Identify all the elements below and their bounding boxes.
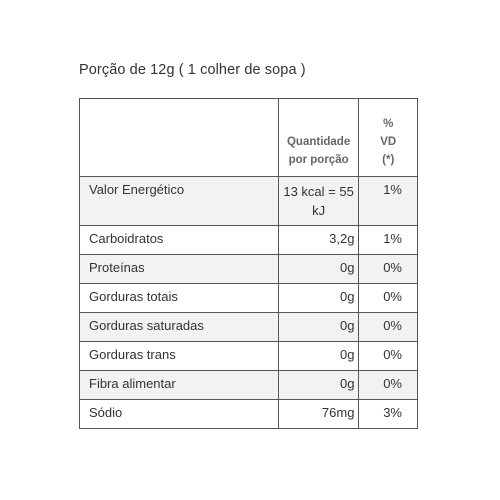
nutrient-name: Valor Energético [80,177,279,226]
nutrient-quantity: 0g [278,313,359,342]
header-daily-value-cell [359,99,418,177]
nutrient-daily-value: 0% [359,255,418,284]
header-nutrient-cell [80,99,279,177]
nutrient-quantity: 0g [278,284,359,313]
nutrient-daily-value: 0% [359,371,418,400]
nutrient-quantity: 3,2g [278,226,359,255]
header-vd-label: VD [380,136,397,148]
nutrient-daily-value: 1% [359,226,418,255]
table-row [80,371,418,400]
nutrient-quantity: 0g [278,255,359,284]
nutrient-daily-value: 0% [359,313,418,342]
header-percent-label: % [383,118,394,130]
nutrient-quantity: 0g [278,371,359,400]
table-row [80,255,418,284]
table-row [80,226,418,255]
nutrient-daily-value: 3% [359,400,418,429]
nutrient-daily-value: 1% [359,177,418,226]
nutrient-name: Fibra alimentar [80,371,279,400]
table-row [80,177,418,226]
nutrient-name: Gorduras trans [80,342,279,371]
nutrition-facts-table [79,98,418,429]
table-header-row [80,99,418,177]
nutrient-name: Proteínas [80,255,279,284]
nutrient-name: Gorduras saturadas [80,313,279,342]
table-row [80,400,418,429]
nutrient-daily-value: 0% [359,342,418,371]
header-footnote-label: (*) [382,154,395,166]
table-row [80,284,418,313]
nutrient-daily-value: 0% [359,284,418,313]
header-quantity-cell [278,99,359,177]
nutrient-quantity: 76mg [278,400,359,429]
nutrient-quantity: 13 kcal = 55 kJ [278,177,359,226]
table-row [80,342,418,371]
nutrient-name: Carboidratos [80,226,279,255]
serving-size-label: Porção de 12g ( 1 colher de sopa ) [79,62,306,78]
header-quantity-label: Quantidade [286,136,351,148]
nutrient-name: Sódio [80,400,279,429]
nutrient-name: Gorduras totais [80,284,279,313]
table-row [80,313,418,342]
header-per-serving-label: por porção [288,154,349,166]
nutrient-quantity: 0g [278,342,359,371]
